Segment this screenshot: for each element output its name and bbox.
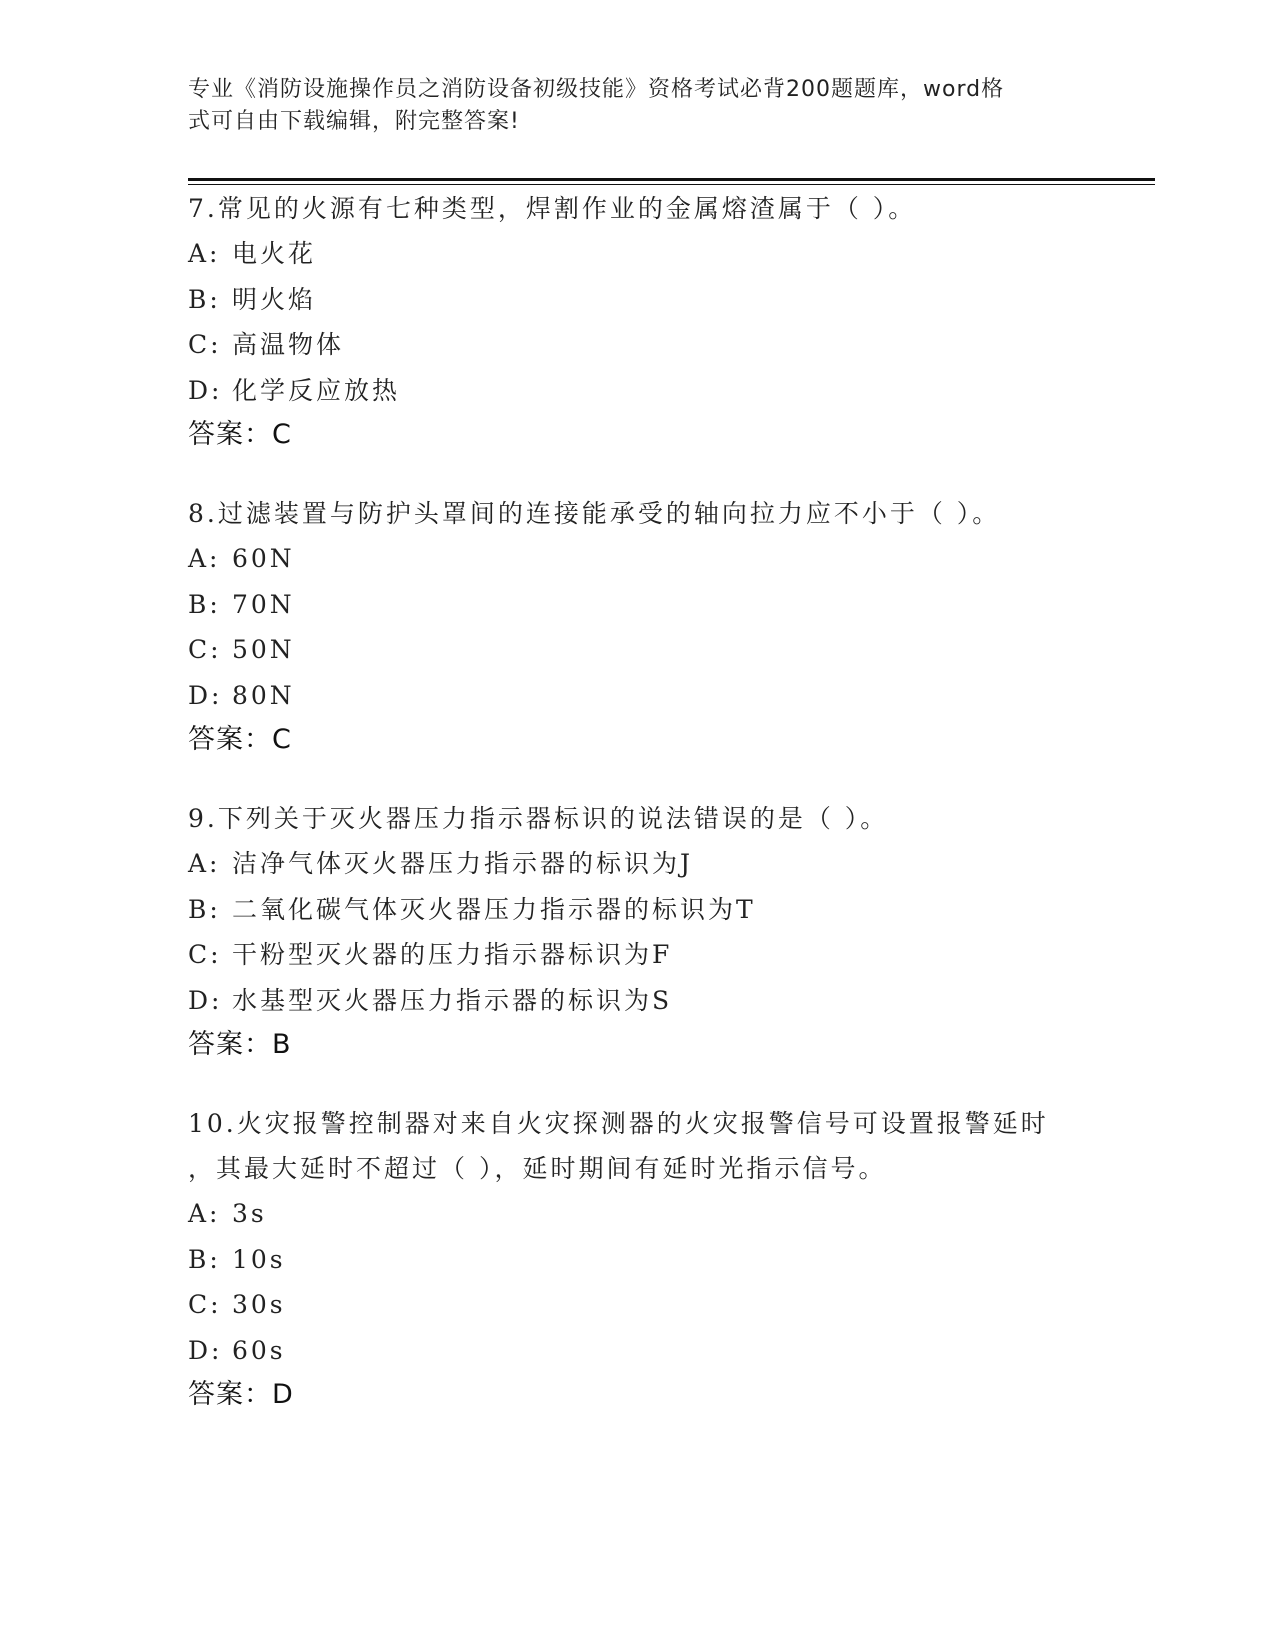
question-stem: 7.常见的火源有七种类型，焊割作业的金属熔渣属于（ ）。 [188, 194, 917, 223]
option-letter: C: [188, 1290, 222, 1319]
option-a [188, 1191, 1088, 1237]
option-a [188, 841, 1088, 887]
option-text: 70N [232, 589, 295, 619]
document-header [188, 74, 1068, 138]
option-text: 电火花 [232, 239, 317, 268]
option-b [188, 582, 1088, 628]
option-text: 60N [232, 544, 295, 573]
option-text: 50N [232, 635, 295, 664]
option-d [188, 673, 1088, 719]
option-text: 30s [232, 1290, 286, 1319]
option-letter: B: [188, 284, 221, 314]
option-d [188, 978, 1088, 1024]
option-c [188, 322, 1088, 368]
option-text: 洁净气体灭火器压力指示器的标识为J [232, 849, 694, 878]
option-text: 80N [232, 680, 295, 710]
option-d [188, 368, 1088, 414]
option-letter: B: [188, 894, 221, 924]
question-stem: 9.下列关于灭火器压力指示器标识的说法错误的是（ ）。 [188, 804, 889, 833]
option-text: 60s [232, 1335, 286, 1365]
option-a [188, 536, 1088, 582]
question-10 [188, 1101, 1088, 1417]
answer-line: 答案：D [188, 1379, 294, 1410]
option-text: 水基型灭火器压力指示器的标识为S [232, 985, 673, 1015]
option-text: 明火焰 [232, 284, 317, 314]
option-text: 二氧化碳气体灭火器压力指示器的标识为T [232, 894, 756, 924]
option-letter: C: [188, 635, 222, 664]
option-letter: B: [188, 1244, 221, 1274]
option-letter: D: [188, 1335, 223, 1365]
answer-line: 答案：B [188, 1029, 292, 1060]
option-b [188, 887, 1088, 933]
option-d [188, 1328, 1088, 1374]
option-c [188, 1282, 1088, 1328]
question-stem: 8.过滤装置与防护头罩间的连接能承受的轴向拉力应不小于（ ）。 [188, 499, 1001, 528]
option-letter: B: [188, 589, 221, 619]
option-text: 干粉型灭火器的压力指示器标识为F [232, 940, 673, 969]
option-b [188, 1237, 1088, 1283]
answer-line: 答案：C [188, 419, 292, 450]
option-text: 10s [232, 1244, 286, 1274]
answer-line: 答案：C [188, 724, 292, 755]
option-b [188, 277, 1088, 323]
question-stem-line-1: 10.火灾报警控制器对来自火灾探测器的火灾报警信号可设置报警延时 [188, 1109, 1049, 1138]
option-letter: C: [188, 330, 222, 359]
option-letter: A: [188, 544, 221, 573]
question-9 [188, 796, 1088, 1067]
option-letter: D: [188, 985, 223, 1015]
option-c [188, 627, 1088, 673]
header-line-2: 式可自由下载编辑，附完整答案! [188, 109, 520, 134]
option-a [188, 231, 1088, 277]
option-letter: A: [188, 849, 221, 878]
option-letter: A: [188, 239, 221, 268]
option-letter: C: [188, 940, 222, 969]
header-divider-thick [188, 178, 1155, 181]
header-divider-thin [188, 184, 1155, 185]
option-text: 化学反应放热 [232, 375, 401, 405]
option-letter: A: [188, 1199, 221, 1228]
question-stem-line-2: ，其最大延时不超过（ ），延时期间有延时光指示信号。 [188, 1154, 887, 1183]
option-text: 高温物体 [232, 330, 345, 359]
question-7 [188, 186, 1088, 457]
option-text: 3s [232, 1199, 267, 1228]
header-line-1: 专业《消防设施操作员之消防设备初级技能》资格考试必背200题题库，word格 [188, 77, 1005, 102]
option-letter: D: [188, 680, 223, 710]
option-letter: D: [188, 375, 223, 405]
question-8 [188, 491, 1088, 762]
option-c [188, 932, 1088, 978]
